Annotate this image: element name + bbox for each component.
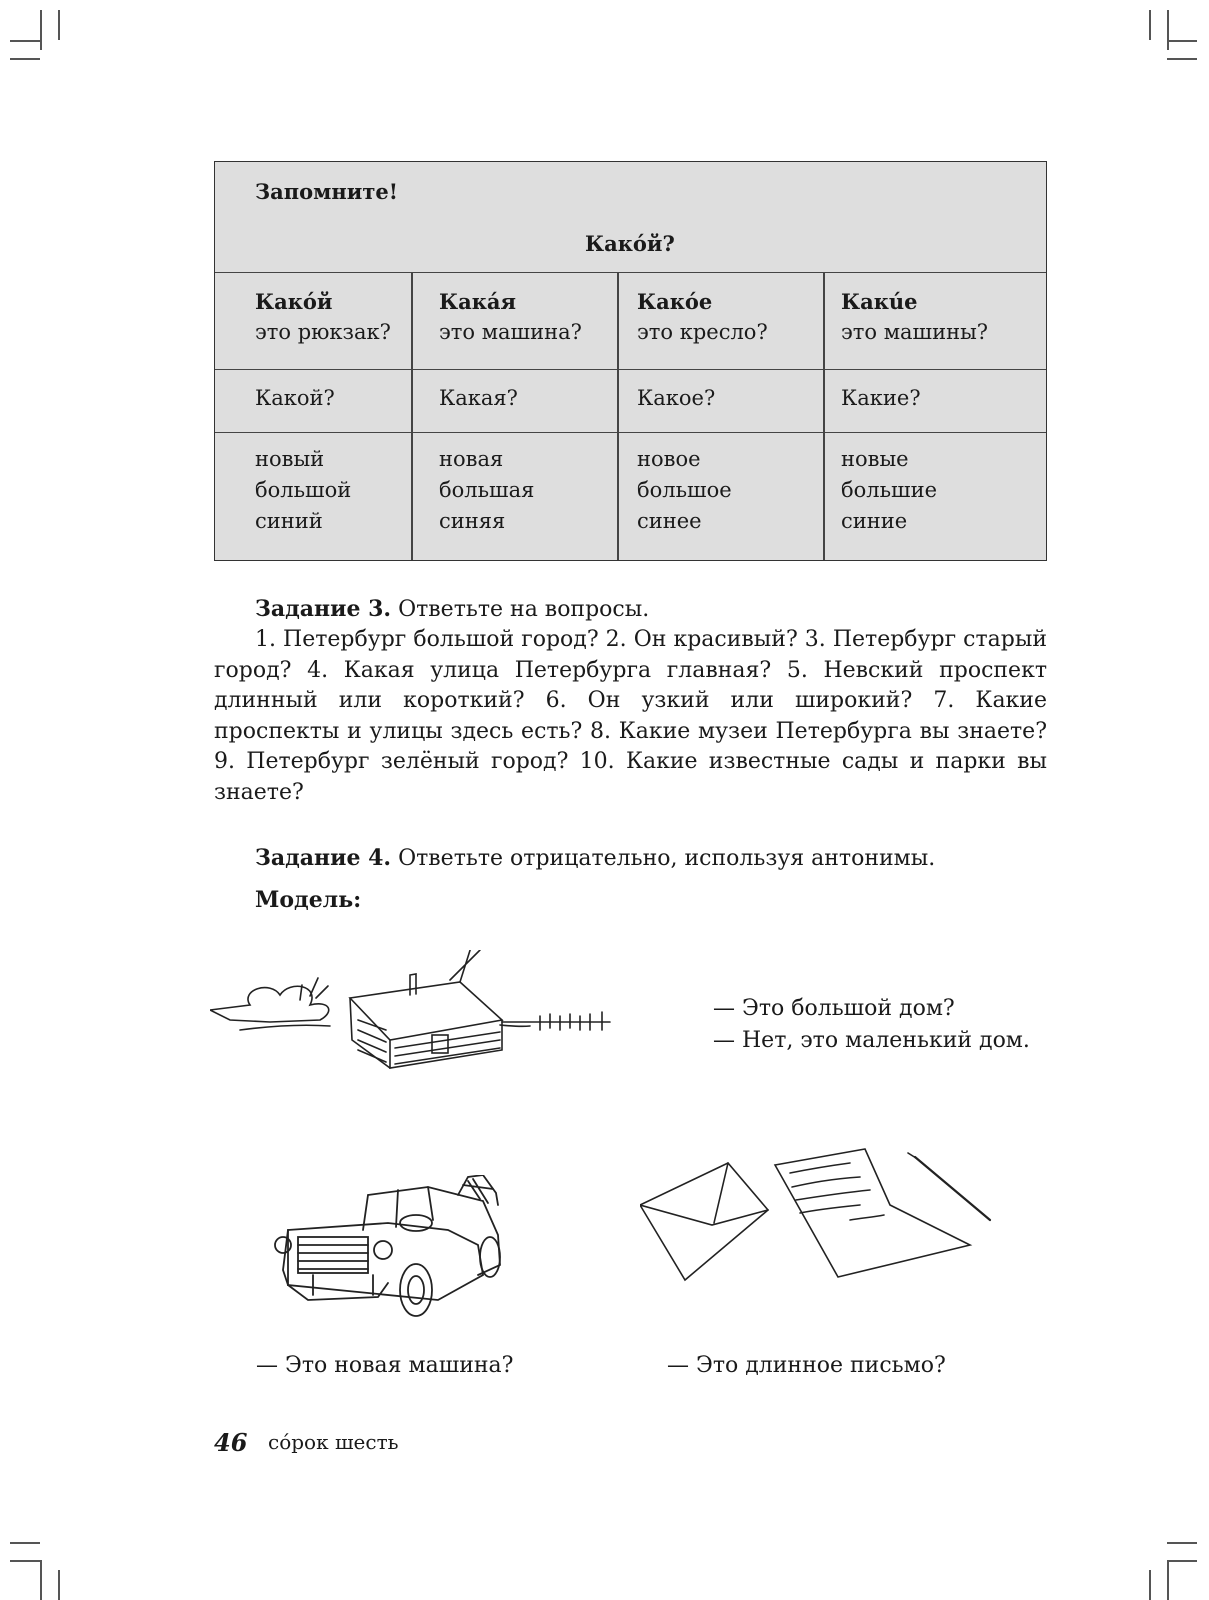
table-cell: Какое? <box>637 386 716 410</box>
task3-questions: 1. Петербург большой город? 2. Он красивый? 3. Петербург старый город? 4. Какая улица Петербурга главная? 5. Невский проспект длинный или короткий? 6. Он узкий или широкий? 7. Какие проспекты и улицы здесь есть? 8. Какие музеи Петербурга вы знаете? 9. Петербург зелёный город? 10. Какие известные сады и парки вы знаете? <box>214 627 1047 805</box>
task4-instruction: Ответьте отрицательно, используя антонимы. <box>391 846 936 871</box>
crop-mark <box>1167 40 1197 42</box>
crop-mark <box>1167 1560 1197 1562</box>
table-column-divider <box>823 272 825 560</box>
dialog-question: — Это большой дом? <box>713 996 955 1021</box>
house-illustration <box>210 950 630 1080</box>
rule-question: Какóй? <box>585 231 675 256</box>
adjective: новая <box>439 447 504 471</box>
table-cell: Какая? <box>439 386 518 410</box>
table-cell: Какие? <box>841 386 921 410</box>
crop-mark <box>40 1560 42 1600</box>
rule-table <box>214 161 1047 561</box>
crop-mark <box>10 58 40 60</box>
adjective: синяя <box>439 509 506 533</box>
adjective: новый <box>255 447 325 471</box>
task4-label: Задание 4. <box>255 845 392 871</box>
dialog-answer: — Нет, это маленький дом. <box>713 1028 1030 1053</box>
table-column-divider <box>411 272 413 560</box>
page-number: 46 <box>214 1428 248 1457</box>
table-cell <box>841 286 988 348</box>
crop-mark <box>58 10 60 40</box>
question-phrase: это машины? <box>841 320 989 344</box>
table-cell <box>255 444 351 537</box>
crop-mark <box>40 10 42 50</box>
model-dialog <box>713 993 1030 1057</box>
table-cell <box>637 444 732 537</box>
adjective: большой <box>255 478 352 502</box>
question-word: Какúе <box>841 289 918 314</box>
question-phrase: это рюкзак? <box>255 320 391 344</box>
crop-mark <box>1167 1542 1197 1544</box>
table-cell <box>439 286 582 348</box>
adjective: большие <box>841 478 938 502</box>
table-divider <box>215 432 1046 433</box>
table-cell <box>637 286 768 348</box>
table-divider <box>215 369 1046 370</box>
crop-mark <box>10 1560 40 1562</box>
task3-instruction: Ответьте на вопросы. <box>391 597 650 622</box>
crop-mark <box>10 1542 40 1544</box>
crop-mark <box>1167 10 1169 50</box>
table-cell: Какой? <box>255 386 335 410</box>
question-word: Какáя <box>439 289 516 314</box>
table-cell <box>841 444 937 537</box>
crop-mark <box>1167 58 1197 60</box>
question-phrase: это кресло? <box>637 320 768 344</box>
adjective: новые <box>841 447 909 471</box>
task3-heading <box>214 594 1047 626</box>
adjective: синие <box>841 509 908 533</box>
question-word: Какóй <box>255 289 333 314</box>
adjective: большое <box>637 478 732 502</box>
adjective: большая <box>439 478 535 502</box>
task3-label: Задание 3. <box>255 596 392 622</box>
adjective: синий <box>255 509 323 533</box>
table-divider <box>215 272 1046 273</box>
crop-mark <box>1149 10 1151 40</box>
adjective: новое <box>637 447 701 471</box>
letter-illustration <box>640 1145 1000 1295</box>
question-word: Какóе <box>637 289 713 314</box>
crop-mark <box>58 1570 60 1600</box>
table-cell <box>439 444 534 537</box>
rule-heading: Запомните! <box>255 179 398 204</box>
model-label: Модель: <box>255 887 362 913</box>
car-caption: — Это новая машина? <box>256 1353 514 1378</box>
table-cell <box>255 286 391 348</box>
task4-heading <box>214 843 1047 875</box>
table-column-divider <box>617 272 619 560</box>
crop-mark <box>10 40 40 42</box>
letter-caption: — Это длинное письмо? <box>667 1353 946 1378</box>
car-illustration <box>268 1175 518 1320</box>
adjective: синее <box>637 509 702 533</box>
crop-mark <box>1149 1570 1151 1600</box>
crop-mark <box>1167 1560 1169 1600</box>
page-number-words: сóрок шесть <box>268 1430 399 1454</box>
question-phrase: это машина? <box>439 320 582 344</box>
